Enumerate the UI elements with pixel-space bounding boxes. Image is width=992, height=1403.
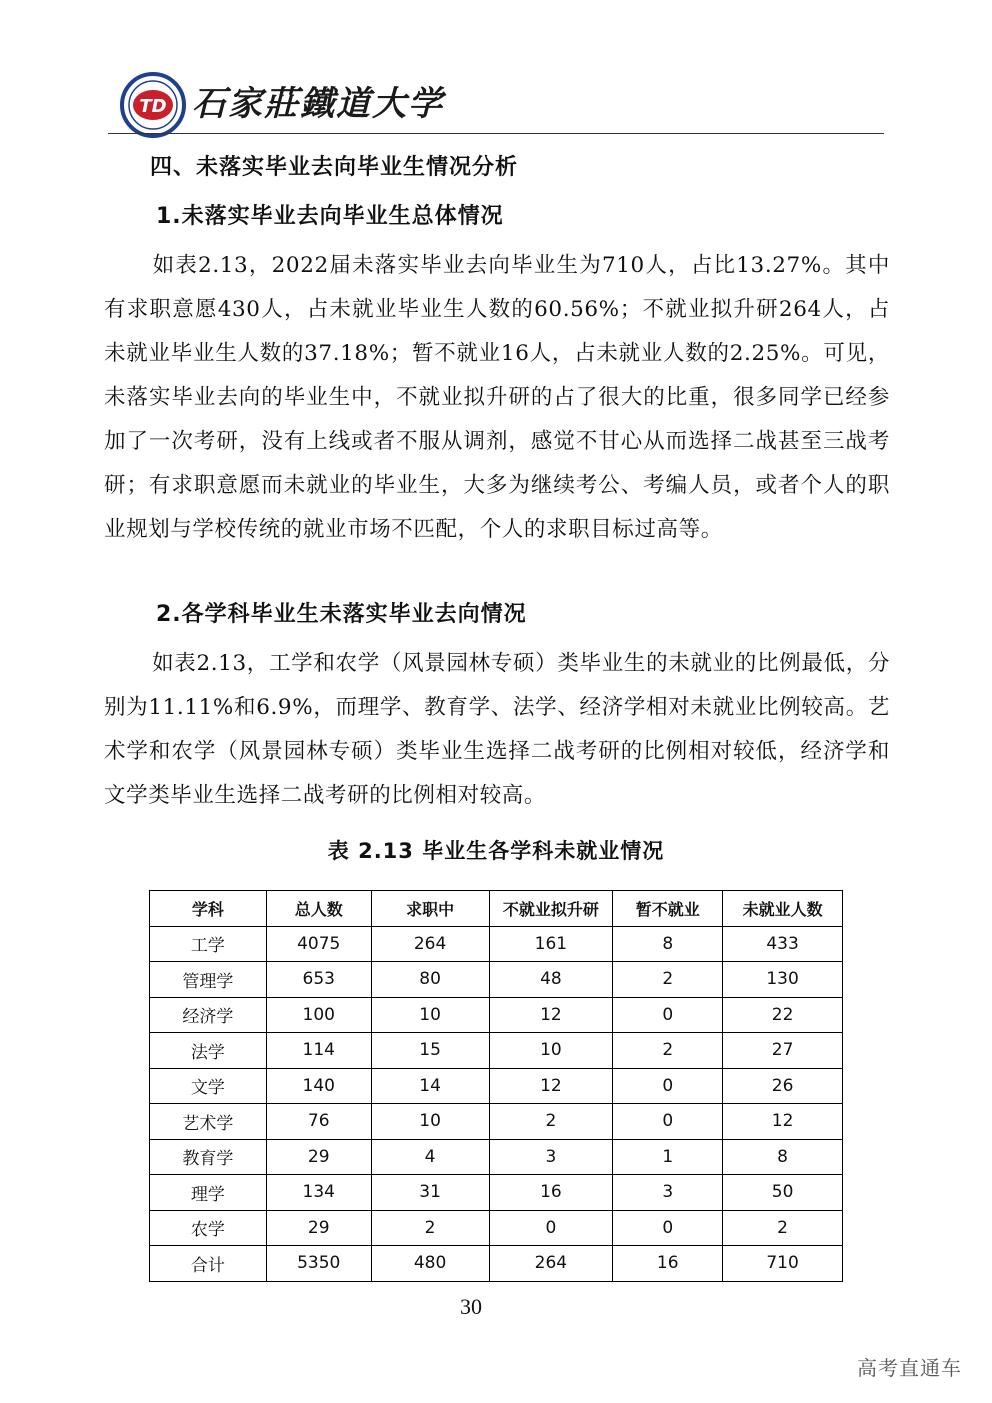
header-divider xyxy=(108,133,884,134)
table-cell: 14 xyxy=(371,1068,489,1104)
table-cell: 29 xyxy=(266,1210,371,1246)
svg-text:TD: TD xyxy=(139,96,167,117)
header-cell: 学科 xyxy=(150,891,267,927)
table-cell: 22 xyxy=(723,997,843,1033)
table-cell: 法学 xyxy=(150,1033,267,1069)
university-logo xyxy=(118,72,188,138)
header-cell: 不就业拟升研 xyxy=(489,891,613,927)
table-cell: 76 xyxy=(266,1104,371,1140)
table-cell: 16 xyxy=(613,1246,723,1282)
table-cell: 文学 xyxy=(150,1068,267,1104)
table-cell: 农学 xyxy=(150,1210,267,1246)
table-cell: 0 xyxy=(489,1210,613,1246)
table-cell: 48 xyxy=(489,962,613,998)
table-cell: 合计 xyxy=(150,1246,267,1282)
table-cell: 工学 xyxy=(150,926,267,962)
table-row xyxy=(150,997,843,1033)
table-row xyxy=(150,1210,843,1246)
table-cell: 3 xyxy=(613,1175,723,1211)
table-cell: 27 xyxy=(723,1033,843,1069)
header-cell: 求职中 xyxy=(371,891,489,927)
page-header xyxy=(108,68,884,134)
table-cell: 433 xyxy=(723,926,843,962)
table-cell: 130 xyxy=(723,962,843,998)
unemployment-table xyxy=(149,890,843,1282)
watermark: 高考直通车 xyxy=(857,1356,962,1380)
table-cell: 80 xyxy=(371,962,489,998)
subsection-title-1: 1.未落实毕业去向毕业生总体情况 xyxy=(156,204,504,229)
table-row xyxy=(150,1068,843,1104)
table-cell: 0 xyxy=(613,997,723,1033)
table-cell: 12 xyxy=(489,1068,613,1104)
table-header-row xyxy=(150,891,843,927)
table-cell: 4 xyxy=(371,1139,489,1175)
table-cell: 31 xyxy=(371,1175,489,1211)
table-total-row xyxy=(150,1246,843,1282)
table-row xyxy=(150,926,843,962)
table-cell: 264 xyxy=(371,926,489,962)
table-cell: 理学 xyxy=(150,1175,267,1211)
table-cell: 艺术学 xyxy=(150,1104,267,1140)
table-cell: 12 xyxy=(489,997,613,1033)
page-number: 30 xyxy=(460,1294,482,1319)
table-cell: 161 xyxy=(489,926,613,962)
table-row xyxy=(150,962,843,998)
table-cell: 12 xyxy=(723,1104,843,1140)
table-cell: 50 xyxy=(723,1175,843,1211)
table-cell: 16 xyxy=(489,1175,613,1211)
table-cell: 134 xyxy=(266,1175,371,1211)
section-title: 四、未落实毕业去向毕业生情况分析 xyxy=(150,155,519,180)
table-cell: 3 xyxy=(489,1139,613,1175)
table-cell: 10 xyxy=(489,1033,613,1069)
table-cell: 经济学 xyxy=(150,997,267,1033)
subsection-title-2: 2.各学科毕业生未落实毕业去向情况 xyxy=(156,602,527,627)
table-cell: 0 xyxy=(613,1068,723,1104)
table-row xyxy=(150,1033,843,1069)
table-cell: 710 xyxy=(723,1246,843,1282)
table-cell: 5350 xyxy=(266,1246,371,1282)
table-cell: 管理学 xyxy=(150,962,267,998)
paragraph-overall xyxy=(104,244,890,552)
header-cell: 总人数 xyxy=(266,891,371,927)
table-cell: 1 xyxy=(613,1139,723,1175)
table-cell: 0 xyxy=(613,1210,723,1246)
table-cell: 2 xyxy=(371,1210,489,1246)
table-cell: 4075 xyxy=(266,926,371,962)
table-cell: 480 xyxy=(371,1246,489,1282)
table-cell: 264 xyxy=(489,1246,613,1282)
table-cell: 教育学 xyxy=(150,1139,267,1175)
paragraph-by-discipline-text: 如表2.13，工学和农学（风景园林专硕）类毕业生的未就业的比例最低，分别为11.11%和6.9%，而理学、教育学、法学、经济学相对未就业比例较高。艺术学和农学（风景园林专硕）类毕业生选择二战考研的比例相对较低，经济学和文学类毕业生选择二战考研的比例相对较高。 xyxy=(104,651,890,808)
table-cell: 2 xyxy=(613,962,723,998)
table-cell: 2 xyxy=(723,1210,843,1246)
table-cell: 114 xyxy=(266,1033,371,1069)
table-cell: 2 xyxy=(613,1033,723,1069)
table-cell: 2 xyxy=(489,1104,613,1140)
paragraph-overall-text: 如表2.13，2022届未落实毕业去向毕业生为710人，占比13.27%。其中有求职意愿430人，占未就业毕业生人数的60.56%；不就业拟升研264人，占未就业毕业生人数的37.18%；暂不就业16人，占未就业人数的2.25%。可见，未落实毕业去向的毕业生中，不就业拟升研的占了很大的比重，很多同学已经参加了一次考研，没有上线或者不服从调剂，感觉不甘心从而选择二战甚至三战考研；有求职意愿而未就业的毕业生，大多为继续考公、考编人员，或者个人的职业规划与学校传统的就业市场不匹配，个人的求职目标过高等。 xyxy=(104,253,890,542)
university-name: 石家莊鐵道大学 xyxy=(192,84,444,124)
header-cell: 暂不就业 xyxy=(613,891,723,927)
table-cell: 29 xyxy=(266,1139,371,1175)
table-row xyxy=(150,1139,843,1175)
table-row xyxy=(150,1175,843,1211)
table-caption: 表 2.13 毕业生各学科未就业情况 xyxy=(327,839,665,863)
table-cell: 140 xyxy=(266,1068,371,1104)
header-cell: 未就业人数 xyxy=(723,891,843,927)
table-cell: 10 xyxy=(371,997,489,1033)
table-cell: 26 xyxy=(723,1068,843,1104)
table-cell: 8 xyxy=(613,926,723,962)
table-cell: 0 xyxy=(613,1104,723,1140)
table-row xyxy=(150,1104,843,1140)
table-cell: 15 xyxy=(371,1033,489,1069)
table-cell: 100 xyxy=(266,997,371,1033)
table-cell: 10 xyxy=(371,1104,489,1140)
table-cell: 8 xyxy=(723,1139,843,1175)
paragraph-by-discipline xyxy=(104,642,890,818)
table-cell: 653 xyxy=(266,962,371,998)
